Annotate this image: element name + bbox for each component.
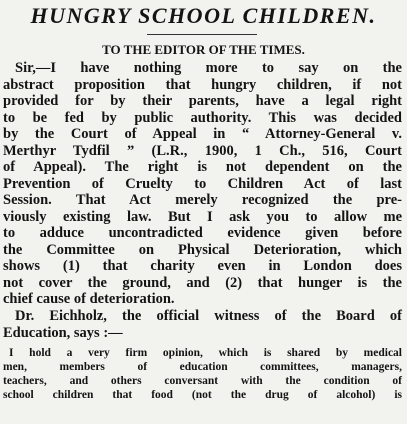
- paragraph-line: abstract proposition that hungry children, if not: [3, 77, 402, 93]
- paragraph-line: Dr. Eichholz, the official witness of the Board of: [15, 308, 402, 324]
- paragraph-line: Education, says :—: [3, 325, 123, 341]
- paragraph-line: not cover the ground, and (2) that hunger is the: [3, 275, 402, 291]
- paragraph-line: Merthyr Tydfil ” (L.R., 1900, 1 Ch., 516, Court: [3, 143, 402, 159]
- paragraph-line: viously existing law. But I ask you to allow me: [3, 209, 402, 225]
- paragraph-line: by the Court of Appeal in “ Attorney-General v.: [3, 126, 402, 142]
- paragraph-line: shows (1) that charity even in London does: [3, 258, 402, 274]
- quote-line: I hold a very firm opinion, which is shared by medical: [9, 347, 402, 359]
- paragraph-line: chief cause of deterioration.: [3, 291, 175, 307]
- paragraph-line: Prevention of Cruelty to Children Act of last: [3, 176, 402, 192]
- paragraph-line: to be fed by public authority. This was decided: [3, 110, 402, 126]
- paragraph-line: Sir,—I have nothing more to say on the: [15, 60, 402, 76]
- paragraph-line: provided for by their parents, have a legal right: [3, 93, 402, 109]
- paragraph-line: Session. That Act merely recognized the pre-: [3, 192, 402, 208]
- quote-line: school children that food (not the drug of alcohol) is: [3, 389, 402, 401]
- paragraph-line: to adduce uncontradicted evidence given before: [3, 225, 402, 241]
- to-editor-heading: TO THE EDITOR OF THE TIMES.: [102, 42, 305, 57]
- headline: HUNGRY SCHOOL CHILDREN.: [30, 3, 377, 28]
- paragraph-line: the Committee on Physical Deterioration, which: [3, 242, 402, 258]
- paragraph-line: of Appeal). The right is not dependent on the: [3, 159, 402, 175]
- quote-line: teachers, and others conversant with the condition of: [3, 375, 402, 387]
- divider-rule: [147, 34, 257, 35]
- quote-line: men, members of education committees, managers,: [3, 361, 402, 373]
